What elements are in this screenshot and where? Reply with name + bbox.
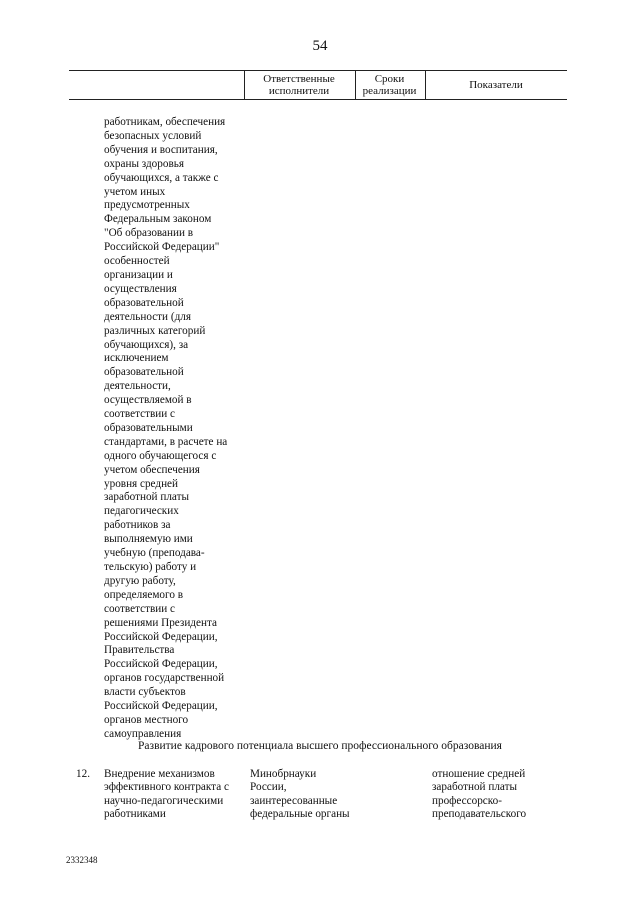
text-line: обучающихся, а также с xyxy=(104,171,219,184)
text-line: Внедрение механизмов xyxy=(104,768,215,780)
text-line: педагогических xyxy=(104,505,179,518)
text-line: одного обучающегося с xyxy=(104,449,217,462)
text-line: другую работу, xyxy=(104,574,176,587)
text-line: работников за xyxy=(104,519,171,532)
header-indicators xyxy=(425,79,567,91)
text-line: профессорско- xyxy=(432,794,502,807)
header-top-rule xyxy=(69,70,567,71)
text-line: осуществляемой в xyxy=(104,394,192,407)
text-line: федеральные органы xyxy=(250,808,350,821)
text-line: учетом обеспечения xyxy=(104,463,200,476)
text-line: Российской Федерации, xyxy=(104,700,218,713)
text-line: выполняемую ими xyxy=(104,533,193,546)
text-line: деятельности, xyxy=(104,380,171,393)
header-terms xyxy=(355,73,424,97)
text-line: тельскую) работу и xyxy=(104,561,197,573)
document-code: 2332348 xyxy=(66,855,98,865)
text-line: Федеральным законом xyxy=(104,213,212,226)
text-line: Правительства xyxy=(104,644,175,657)
text-line: осуществления xyxy=(104,282,177,295)
text-line: заработной платы xyxy=(432,781,517,794)
row-responsible xyxy=(250,768,380,822)
text-line: учебную (преподава- xyxy=(104,547,205,560)
text-line: уровня средней xyxy=(104,477,179,490)
text-line: организации и xyxy=(104,268,173,281)
text-line: Сроки xyxy=(374,73,405,85)
text-line: эффективного контракта с xyxy=(104,781,229,794)
text-line: охраны здоровья xyxy=(104,157,184,170)
text-line: органов государственной xyxy=(104,672,225,685)
table-header xyxy=(69,70,567,101)
text-line: Показатели xyxy=(469,79,523,91)
text-line: стандартами, в расчете на xyxy=(104,435,228,448)
text-line: безопасных условий xyxy=(104,129,202,142)
text-line: деятельности (для xyxy=(104,310,191,323)
text-line: особенностей xyxy=(104,255,170,268)
text-line: решениями Президента xyxy=(104,616,217,629)
text-line: заинтересованные xyxy=(250,794,338,807)
text-line: различных категорий xyxy=(104,324,206,337)
text-line: Ответственные xyxy=(263,73,335,85)
text-line: России, xyxy=(250,781,287,794)
text-line: Российской Федерации, xyxy=(104,658,218,671)
text-line: органов местного xyxy=(104,713,189,726)
text-line: Минобрнауки xyxy=(250,768,317,780)
page-number: 54 xyxy=(312,38,328,54)
text-line: работниками xyxy=(104,808,166,821)
text-line: реализации xyxy=(362,85,417,97)
text-line: исполнители xyxy=(268,85,330,97)
section-heading: Развитие кадрового потенциала высшего профессионального образования xyxy=(138,740,502,752)
continuation-text xyxy=(104,116,244,742)
text-line: образовательной xyxy=(104,296,184,309)
text-line: обучающихся), за xyxy=(104,338,189,351)
text-line: отношение средней xyxy=(432,768,526,780)
text-line: образовательными xyxy=(104,421,193,434)
text-line: Российской Федерации" xyxy=(104,241,220,254)
text-line: соответствии с xyxy=(104,408,175,421)
text-line: власти субъектов xyxy=(104,686,186,699)
text-line: предусмотренных xyxy=(104,199,190,212)
text-line: работникам, обеспечения xyxy=(104,116,226,128)
row-number: 12. xyxy=(76,768,90,780)
text-line: Российской Федерации, xyxy=(104,630,218,643)
text-line: соответствии с xyxy=(104,602,175,615)
header-bottom-rule xyxy=(69,99,567,100)
text-line: образовательной xyxy=(104,366,184,379)
text-line: преподавательского xyxy=(432,808,527,821)
text-line: исключением xyxy=(104,352,169,365)
text-line: обучения и воспитания, xyxy=(104,143,218,156)
text-line: научно-педагогическими xyxy=(104,794,224,807)
text-line: "Об образовании в xyxy=(104,227,194,240)
text-line: учетом иных xyxy=(104,185,166,198)
row-measure xyxy=(104,768,239,822)
header-responsible xyxy=(244,73,354,97)
text-line: заработной платы xyxy=(104,491,189,504)
row-indicators xyxy=(432,768,567,822)
text-line: самоуправления xyxy=(104,727,182,740)
text-line: определяемого в xyxy=(104,588,184,601)
